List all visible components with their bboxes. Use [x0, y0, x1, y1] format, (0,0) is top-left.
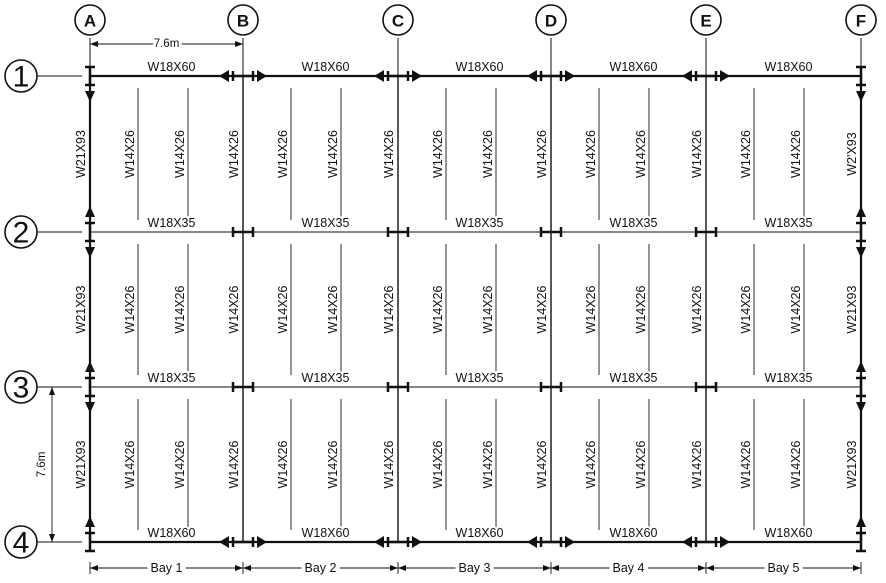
beam-label: W18X35 [609, 371, 658, 385]
grid-label-e: E [700, 11, 712, 31]
joist-label: W14X26 [123, 440, 137, 489]
girder-label: W14X26 [227, 285, 241, 334]
joist-label: W14X26 [634, 285, 648, 334]
joist-label: W14X26 [481, 285, 495, 334]
girder-label: W14X26 [535, 285, 549, 334]
edge-girder-label-f: W2'X93 [845, 132, 859, 176]
joist-label: W14X26 [431, 130, 445, 178]
joist-label: W14X26 [739, 285, 753, 334]
bay-label: Bay 3 [458, 561, 491, 575]
grid-label-c: C [391, 11, 405, 31]
joist-label: W14X26 [789, 440, 803, 489]
grid-label-row-3: 3 [12, 371, 30, 405]
girder-label: W14X26 [690, 440, 704, 489]
joist-label: W14X26 [326, 285, 340, 334]
beam-label: W18X60 [455, 60, 504, 74]
joist-label: W14X26 [326, 130, 340, 178]
joist-label: W14X26 [584, 285, 598, 334]
joist-label: W14X26 [431, 440, 445, 489]
joist-label: W14X26 [481, 130, 495, 178]
joist-label: W14X26 [789, 285, 803, 334]
joist-label: W14X26 [739, 130, 753, 178]
joist-label: W14X26 [123, 285, 137, 334]
girder-label: W14X26 [690, 285, 704, 334]
bay-label: Bay 2 [304, 561, 337, 575]
beam-label: W18X35 [455, 216, 504, 230]
joist-label: W14X26 [276, 130, 290, 178]
beam-label: W18X35 [609, 216, 658, 230]
beam-label: W18X60 [764, 526, 813, 540]
joist-label: W14X26 [634, 440, 648, 489]
beam-label: W18X35 [764, 371, 813, 385]
joist-label: W14X26 [481, 440, 495, 489]
joist-label: W14X26 [584, 130, 598, 178]
grid-label-b: B [236, 11, 250, 31]
edge-girder-label-a: W21X93 [74, 440, 88, 489]
beam-label: W18X60 [301, 60, 350, 74]
beam-label: W18X35 [301, 371, 350, 385]
girder-label: W14X26 [382, 130, 396, 178]
girder-label: W14X26 [535, 440, 549, 489]
joist-label: W14X26 [276, 285, 290, 334]
beam-label: W18X35 [147, 371, 196, 385]
bay-label: Bay 4 [612, 561, 645, 575]
beam-label: W18X60 [609, 526, 658, 540]
dimension-label-depth: 7.6m [36, 451, 48, 478]
girder-label: W14X26 [690, 130, 704, 178]
joist-label: W14X26 [173, 130, 187, 178]
bay-label: Bay 5 [767, 561, 800, 575]
beam-label: W18X60 [609, 60, 658, 74]
joist-label: W14X26 [123, 130, 137, 178]
girder-label: W14X26 [535, 130, 549, 178]
beam-label: W18X60 [301, 526, 350, 540]
edge-girder-label-f: W21X93 [845, 285, 859, 334]
beam-label: W18X60 [764, 60, 813, 74]
grid-label-d: D [544, 11, 558, 31]
grid-label-a: A [83, 11, 97, 31]
dimension-label-width: 7.6m [153, 38, 180, 50]
girder-label: W14X26 [382, 440, 396, 489]
beam-label: W18X60 [147, 526, 196, 540]
joist-label: W14X26 [173, 440, 187, 489]
grid-label-f: F [855, 11, 867, 31]
joist-label: W14X26 [431, 285, 445, 334]
beam-label: W18X35 [301, 216, 350, 230]
edge-girder-label-f: W21X93 [845, 440, 859, 489]
joist-label: W14X26 [634, 130, 648, 178]
joist-label: W14X26 [584, 440, 598, 489]
joist-label: W14X26 [789, 130, 803, 178]
beam-label: W18X60 [147, 60, 196, 74]
beam-label: W18X35 [764, 216, 813, 230]
grid-label-row-4: 4 [12, 526, 30, 560]
joist-label: W14X26 [739, 440, 753, 489]
beam-label: W18X35 [147, 216, 196, 230]
grid-label-row-1: 1 [12, 60, 30, 94]
joist-label: W14X26 [276, 440, 290, 489]
girder-label: W14X26 [382, 285, 396, 334]
edge-girder-label-a: W21X93 [74, 285, 88, 334]
edge-girder-label-a: W21X93 [74, 130, 88, 178]
girder-label: W14X26 [227, 440, 241, 489]
girder-label: W14X26 [227, 130, 241, 178]
beam-label: W18X35 [455, 371, 504, 385]
joist-label: W14X26 [326, 440, 340, 489]
beam-label: W18X60 [455, 526, 504, 540]
grid-label-row-2: 2 [12, 216, 30, 250]
joist-label: W14X26 [173, 285, 187, 334]
bay-label: Bay 1 [150, 561, 183, 575]
